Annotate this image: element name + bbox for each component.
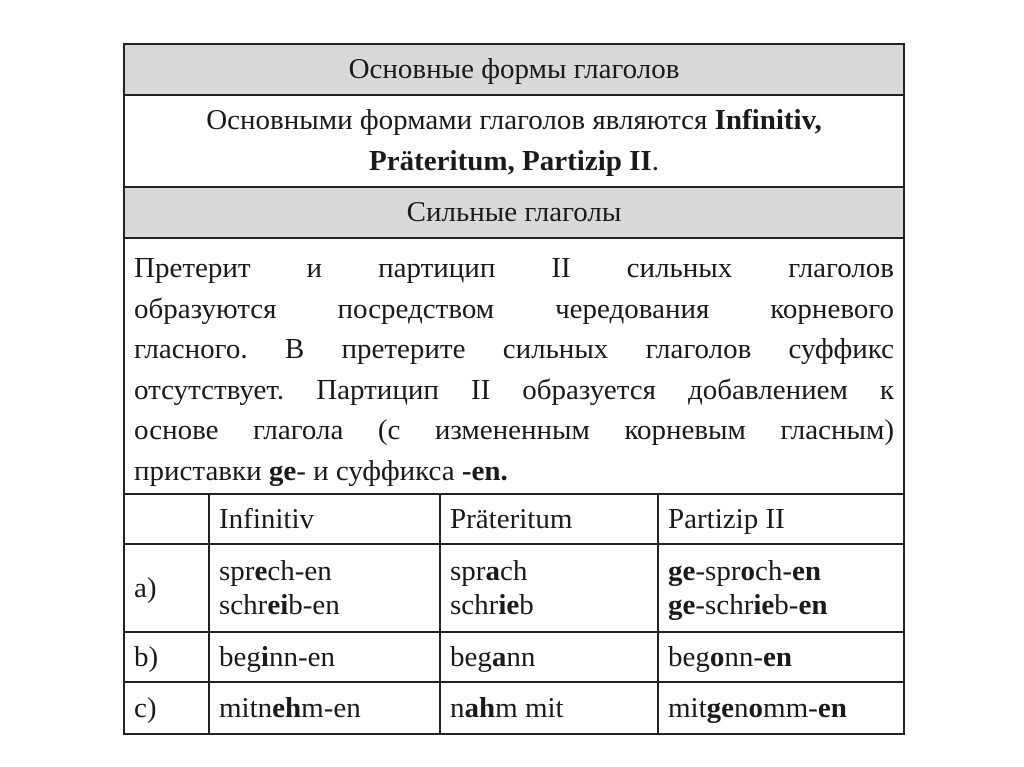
desc-line: гласного. В претерите сильных глаголов суффикс bbox=[134, 333, 894, 365]
row-label: b) bbox=[125, 632, 209, 682]
infinitiv-cell bbox=[209, 682, 440, 733]
praeteritum-cell bbox=[440, 682, 658, 733]
table-header-cell: Präteritum bbox=[440, 495, 658, 544]
partizip-cell bbox=[658, 682, 903, 733]
infinitiv-cell bbox=[209, 632, 440, 682]
table-header-cell: Infinitiv bbox=[209, 495, 440, 544]
section-title bbox=[125, 188, 903, 239]
verb-form: mitgenomm-en bbox=[668, 692, 847, 724]
intro-line-1: Основными формами глаголов являются Infinitiv, bbox=[206, 104, 822, 136]
row-label: c) bbox=[125, 682, 209, 733]
table-row bbox=[125, 682, 903, 733]
verb-form: mitnehm-en bbox=[219, 692, 361, 724]
section-title-text: Сильные глаголы bbox=[406, 196, 622, 228]
desc-line: образуются посредством чередования корневого bbox=[134, 292, 894, 325]
intro-line-2: Präteritum, Partizip II. bbox=[369, 145, 659, 177]
row-label: a) bbox=[125, 544, 209, 632]
verb-form: nahm mit bbox=[450, 692, 564, 724]
table-header-row bbox=[125, 495, 903, 544]
verb-forms-slide bbox=[123, 43, 905, 735]
table-row bbox=[125, 632, 903, 682]
verb-form: begann bbox=[450, 641, 536, 673]
intro-text bbox=[125, 96, 903, 188]
verb-forms-table bbox=[125, 495, 903, 733]
verb-form: ge-sproch-en bbox=[668, 555, 822, 587]
table-header-cell: Partizip II bbox=[658, 495, 903, 544]
verb-form: schrieb bbox=[450, 589, 534, 621]
verb-form: begonn-en bbox=[668, 641, 793, 673]
verb-form: schreib-en bbox=[219, 589, 340, 621]
verb-form: sprech-en bbox=[219, 555, 332, 587]
table-row bbox=[125, 544, 903, 632]
strong-verbs-description bbox=[125, 239, 903, 495]
verb-form: beginn-en bbox=[219, 641, 335, 673]
page-title-text: Основные формы глаголов bbox=[348, 53, 680, 85]
partizip-cell bbox=[658, 632, 903, 682]
praeteritum-cell bbox=[440, 632, 658, 682]
page-title bbox=[125, 45, 903, 96]
desc-line: отсутствует. Партицип II образуется добавлением к bbox=[134, 373, 894, 406]
praeteritum-cell bbox=[440, 544, 658, 632]
desc-line: приставки ge- и суффикса -en. bbox=[134, 454, 508, 487]
table-header-cell bbox=[125, 495, 209, 544]
desc-line: основе глагола (с измененным корневым гласным) bbox=[134, 414, 894, 446]
verb-form: sprach bbox=[450, 555, 528, 587]
verb-form: ge-schrieb-en bbox=[668, 589, 828, 621]
desc-line: Претерит и партицип II сильных глаголов bbox=[134, 252, 894, 284]
partizip-cell bbox=[658, 544, 903, 632]
infinitiv-cell bbox=[209, 544, 440, 632]
